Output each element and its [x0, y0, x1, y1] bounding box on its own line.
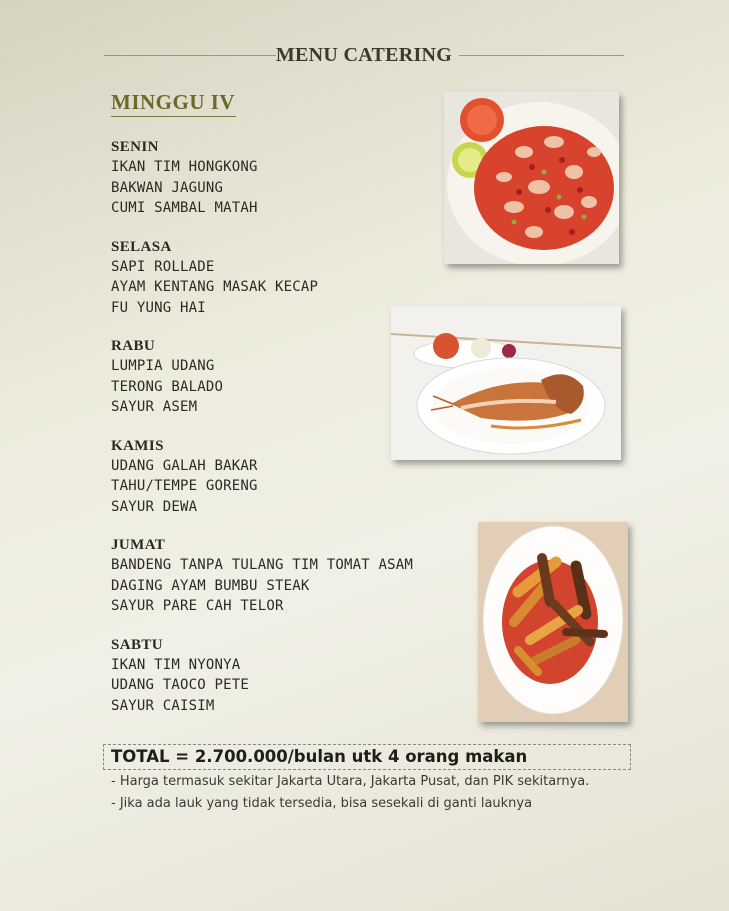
day-name: JUMAT — [111, 537, 166, 553]
dish-item: FU YUNG HAI — [111, 299, 206, 316]
day-name: RABU — [111, 338, 156, 354]
dish-item: UDANG GALAH BAKAR — [111, 457, 258, 474]
dish-item: BANDENG TANPA TULANG TIM TOMAT ASAM — [111, 557, 414, 573]
total-price: TOTAL = 2.700.000/bulan utk 4 orang makan — [111, 747, 528, 766]
header-rule-right — [459, 55, 624, 56]
grilled-prawn-photo — [391, 306, 621, 460]
squid-sambal-photo — [444, 92, 619, 264]
dish-item: LUMPIA UDANG — [111, 358, 215, 374]
dish-item: SAYUR ASEM — [111, 399, 198, 415]
day-sabtu — [111, 636, 471, 717]
dish-item: IKAN TIM HONGKONG — [111, 159, 258, 175]
day-senin — [111, 138, 471, 219]
notes — [111, 772, 611, 815]
dish-item: SAYUR CAISIM — [111, 697, 215, 714]
day-name: SENIN — [111, 139, 159, 155]
header — [104, 44, 624, 68]
dish-item: DAGING AYAM BUMBU STEAK — [111, 577, 310, 594]
total-price-box — [103, 744, 631, 770]
dish-item: SAPI ROLLADE — [111, 258, 215, 275]
dish-item: UDANG TAOCO PETE — [111, 677, 250, 693]
day-name: SELASA — [111, 238, 172, 255]
day-jumat — [111, 536, 471, 617]
note-item: - Harga termasuk sekitar Jakarta Utara, Jakarta Pusat, dan PIK sekitarnya. — [111, 774, 590, 789]
dish-item: IKAN TIM NYONYA — [111, 656, 241, 673]
note-item: - Jika ada lauk yang tidak tersedia, bisa sesekali di ganti lauknya — [111, 795, 533, 811]
dish-item: TERONG BALADO — [111, 378, 224, 395]
day-name: KAMIS — [111, 437, 164, 454]
eggplant-balado-photo — [478, 522, 628, 722]
dish-item: SAYUR DEWA — [111, 498, 198, 515]
dish-item: CUMI SAMBAL MATAH — [111, 200, 258, 216]
dish-item: SAYUR PARE CAH TELOR — [111, 598, 284, 614]
dish-item: TAHU/TEMPE GORENG — [111, 478, 258, 494]
week-title: MINGGU IV — [111, 90, 236, 114]
dish-item: BAKWAN JAGUNG — [111, 179, 224, 196]
page-title: MENU CATERING — [275, 44, 453, 66]
dish-item: AYAM KENTANG MASAK KECAP — [111, 279, 319, 295]
day-name: SABTU — [111, 636, 164, 653]
week-underline — [111, 116, 236, 117]
